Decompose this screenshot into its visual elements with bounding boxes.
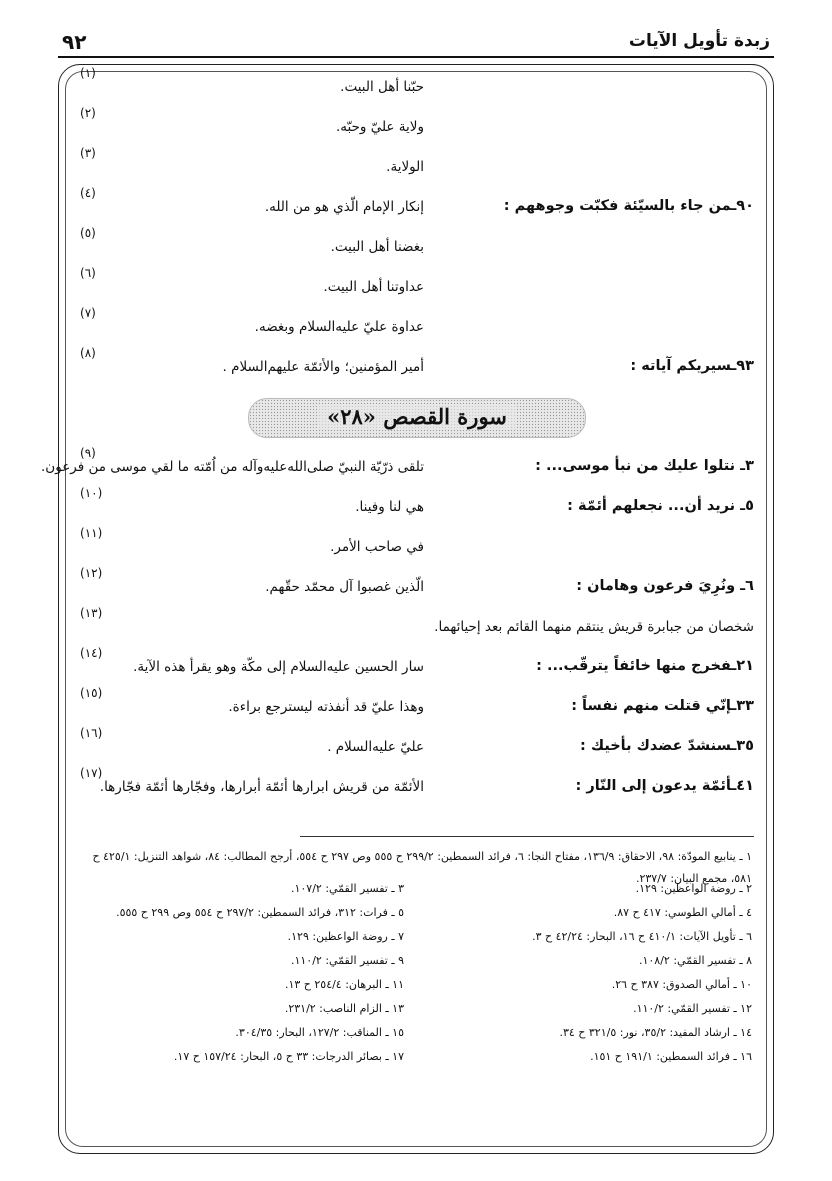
interpretation-text: ولاية عليّ وحبّه. [335,119,424,135]
footnote-marker: (٩) [80,446,96,460]
footnote-right: ١٠ ـ أمالي الصدوق: ٣٨٧ ح ٢٦. [611,978,752,991]
footnote-right: ١٤ ـ ارشاد المفيد: ٣٥/٢، نور: ٣٢١/٥ ح ٣٤. [559,1026,752,1039]
footnote-left: ٣ ـ تفسير القمّي: ١٠٧/٢. [290,882,404,895]
entry-row [80,106,754,148]
interpretation-text: الّذين غصبوا آل محمّد حقّهم. [265,579,424,595]
footnote-1: ١ ـ ينابيع المودّة: ٩٨، الاحقاق: ١٣٦/٩، مفتاح النجا: ٦، فرائد السمطين: ٢٩٩/٢ ح ٥٥٥ وص ٢٩٧ ح ٥٥٤، أرجح المطالب: ٨٤، شواهد التنزيل: ٤٢٥/١ ح ٥٨١، مجمع البيان: ٢٣٧/٧. [92,850,752,885]
footnote-right: ٤ ـ أمالي الطوسي: ٤١٧ ح ٨٧. [613,906,752,919]
footnote-marker: (٤) [80,186,96,200]
footnote-left: ٩ ـ تفسير القمّي: ١١٠/٢. [290,954,404,967]
footnote-marker: (١٥) [80,686,103,700]
interpretation-text: عليّ عليه‌السلام . [327,739,424,755]
page-header [58,30,774,58]
footnote-marker: (٧) [80,306,96,320]
footnote-right: ١٦ ـ فرائد السمطين: ١٩١/١ ح ١٥١. [590,1050,752,1063]
interpretation-text: بغضنا أهل البيت. [330,239,424,255]
footnote-marker: (٥) [80,226,96,240]
interpretation-text: عداوتنا أهل البيت. [323,279,424,295]
entry-row [80,306,754,348]
footnote-right: ١٢ ـ تفسير القمّي: ١١٠/٢. [633,1002,752,1015]
footnote-left: ٥ ـ فرات: ٣١٢، فرائد السمطين: ٢٩٧/٢ ح ٥٥٤ وص ٢٩٩ ح ٥٥٥. [116,906,404,919]
verse-label: ٢١ـفخرج منها خائفاً يترقّب... : [536,658,754,674]
verse-label: ٣ـ نتلوا عليك من نبأ موسى... : [535,458,754,474]
entry-row [80,146,754,188]
footnote-marker: (٣) [80,146,96,160]
interpretation-text: الولاية. [386,159,424,175]
footnote-marker: (١١) [80,526,103,540]
footnote-marker: (١٢) [80,566,103,580]
footnote-left: ١٣ ـ الزام الناصب: ٢٣١/٢. [284,1002,404,1015]
entry-row [80,566,754,608]
verse-label: ٤١ـأئمّة يدعون إلى النّار : [575,778,754,794]
footnote-marker: (٢) [80,106,96,120]
footnote-marker: (٦) [80,266,96,280]
verse-label: ٦ـ ونُرِيَ فرعون وهامان : [576,578,754,594]
footnote-left: ١٥ ـ المناقب: ١٢٧/٢، البحار: ٣٠٤/٣٥. [235,1026,404,1039]
footnote-right: ٦ ـ تأويل الآيات: ٤١٠/١ ح ١٦، البحار: ٤٢/٢٤ ح ٣. [532,930,752,943]
entry-row [80,726,754,768]
entry-row [80,486,754,528]
interpretation-text: إنكار الإمام الّذي هو من الله. [264,199,424,215]
verse-label: ٩٣ـسيريكم آياته : [630,358,754,374]
page-number: ٩٢ [62,30,87,54]
footnote-marker: (٨) [80,346,96,360]
interpretation-text: عداوة عليّ عليه‌السلام وبغضه. [254,319,424,335]
footnote-left: ١١ ـ البرهان: ٢٥٤/٤ ح ١٣. [284,978,404,991]
surah-title: سورة القصص «٢٨» [317,404,517,429]
interpretation-text: الأئمّة من قريش ابرارها أئمّة أبرارها، وفجّارها أئمّة فجّارها. [99,779,424,795]
entry-row [80,686,754,728]
verse-label: ٩٠ـمن جاء بالسيّئة فكبّت وجوههم : [503,198,754,214]
footnote-marker: (١٤) [80,646,103,660]
footnote-left: ٧ ـ روضة الواعظين: ١٢٩. [287,930,404,943]
footnote-marker: (١٠) [80,486,103,500]
interpretation-text: أمير المؤمنين؛ والأئمّة عليهم‌السلام . [222,359,424,375]
entry-row [80,266,754,308]
surah-banner [248,398,586,438]
entry-row [80,606,754,648]
entry-row [80,526,754,568]
entry-row [80,226,754,268]
book-title: زبدة تأويل الآيات [628,31,770,51]
entry-row [80,766,754,808]
verse-label: ٣٣ـإنّي قتلت منهم نفساً : [571,698,754,714]
interpretation-text: في صاحب الأمر. [330,539,424,555]
interpretation-text: تلقى ذرّيّة النبيّ صلى‌الله‌عليه‌وآله من اُمّته ما لقي موسى من فرعون. [41,459,424,475]
entry-row [80,186,754,228]
interpretation-text: هي لنا وفينا. [355,499,424,515]
footnote-left: ١٧ ـ بصائر الدرجات: ٣٣ ح ٥، البحار: ١٥٧/٢٤ ح ١٧. [173,1050,404,1063]
footnote-marker: (١٣) [80,606,103,620]
footnote-marker: (١) [80,66,96,80]
footnote-right: ٢ ـ روضة الواعظين: ١٢٩. [635,882,752,895]
verse-label: ٣٥ـسنشدّ عضدك بأخيك : [579,738,754,754]
interpretation-text: وهذا عليّ قد أنفذته ليسترجع براءة. [228,699,424,715]
interpretation-text: حبّنا أهل البيت. [340,79,424,95]
entry-row [41,446,754,488]
interpretation-text: سار الحسين عليه‌السلام إلى مكّة وهو يقرأ هذه الآية. [133,659,424,675]
footnote-marker: (١٧) [80,766,103,780]
verse-label: ٥ـ نريد أن... نجعلهم أئمّة : [567,498,754,514]
entry-row [80,346,754,388]
entry-row [80,646,754,688]
interpretation-text: شخصان من جبابرة قريش ينتقم منهما القائم بعد إحيائهما. [434,619,754,635]
footnote-marker: (١٦) [80,726,103,740]
entry-row [80,66,754,108]
footnote-right: ٨ ـ تفسير القمّي: ١٠٨/٢. [638,954,752,967]
footnote-divider [300,836,754,837]
